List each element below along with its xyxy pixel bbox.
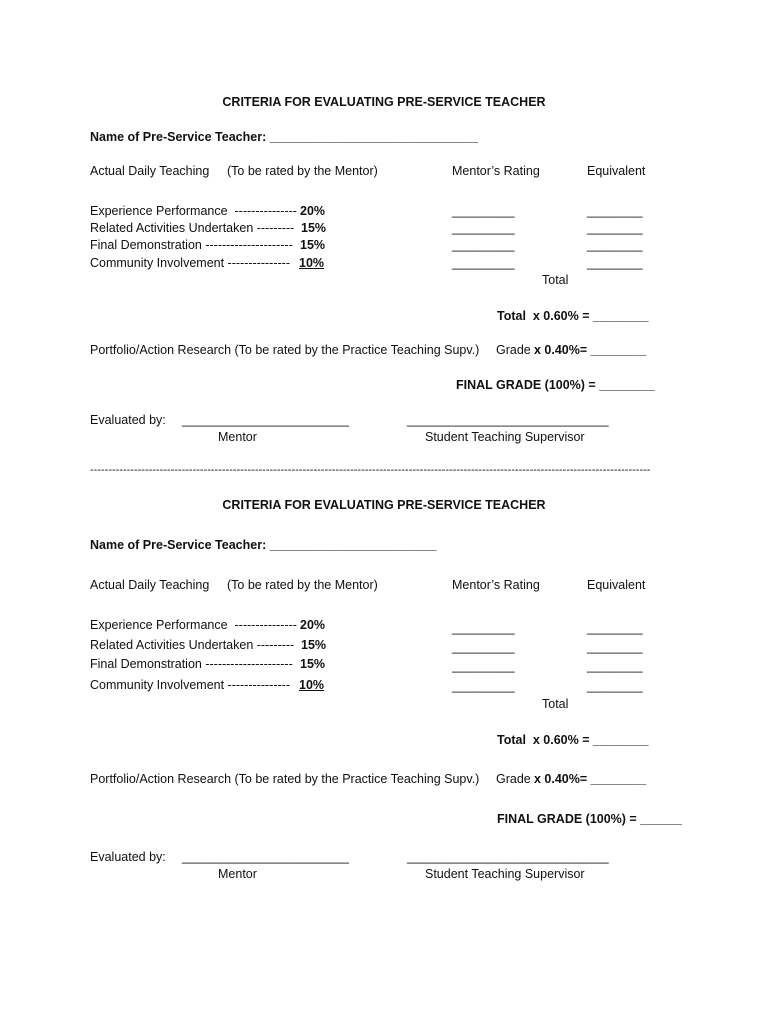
equivalent-header: Equivalent [587,164,646,178]
grade-weight: x 0.40%= ________ [534,343,647,357]
supervisor-signature-line[interactable]: _____________________________ [407,413,609,427]
criterion-weight: 15% [300,238,326,252]
equivalent-blank[interactable]: ________ [587,238,643,252]
grade-weight: x 0.40%= ________ [534,772,647,786]
final-grade: FINAL GRADE (100%) = ______ [497,812,682,826]
cut-line-separator: --------------------------------------------------------------------------------------------------------------------------------------------------------- [90,464,651,476]
criterion-weight: 10% [299,678,325,692]
name-field-label: Name of Pre-Service Teacher: ________________________ [90,538,437,552]
mentor-signature-line[interactable]: ________________________ [182,413,349,427]
criterion-weight: 15% [301,638,327,652]
total-label: Total [542,273,569,287]
supervisor-signature-line[interactable]: _____________________________ [407,850,609,864]
form-title: CRITERIA FOR EVALUATING PRE-SERVICE TEACHER [222,498,546,512]
criterion-label: Related Activities Undertaken --------- [90,221,295,235]
total-times-weight: Total x 0.60% = ________ [497,309,649,323]
evaluated-by-label: Evaluated by: [90,850,166,864]
equivalent-blank[interactable]: ________ [587,640,643,654]
rating-blank[interactable]: _________ [452,204,515,218]
rated-by-mentor-note: (To be rated by the Mentor) [227,164,378,178]
total-times-weight: Total x 0.60% = ________ [497,733,649,747]
actual-daily-teaching-label: Actual Daily Teaching [90,164,210,178]
rating-blank[interactable]: _________ [452,679,515,693]
rating-blank[interactable]: _________ [452,621,515,635]
criterion-label: Related Activities Undertaken --------- [90,638,295,652]
rating-blank[interactable]: _________ [452,221,515,235]
mentors-rating-header: Mentor’s Rating [452,578,540,592]
criterion-weight: 10% [299,256,325,270]
supervisor-label: Student Teaching Supervisor [425,430,585,444]
rated-by-mentor-note: (To be rated by the Mentor) [227,578,378,592]
evaluated-by-label: Evaluated by: [90,413,166,427]
mentor-label: Mentor [218,430,257,444]
mentor-label: Mentor [218,867,257,881]
supervisor-label: Student Teaching Supervisor [425,867,585,881]
total-label: Total [542,697,569,711]
grade-label: Grade [496,772,531,786]
mentors-rating-header: Mentor’s Rating [452,164,540,178]
criterion-weight: 20% [300,204,326,218]
equivalent-blank[interactable]: ________ [587,204,643,218]
equivalent-header: Equivalent [587,578,646,592]
equivalent-blank[interactable]: ________ [587,221,643,235]
criterion-weight: 15% [300,657,326,671]
criterion-label: Community Involvement --------------- [90,678,290,692]
rating-blank[interactable]: _________ [452,256,515,270]
portfolio-label: Portfolio/Action Research (To be rated by the Practice Teaching Supv.) [90,772,480,786]
criterion-label: Experience Performance --------------- [90,204,297,218]
name-field-label: Name of Pre-Service Teacher: ______________________________ [90,130,479,144]
equivalent-blank[interactable]: ________ [587,679,643,693]
equivalent-blank[interactable]: ________ [587,621,643,635]
equivalent-blank[interactable]: ________ [587,256,643,270]
equivalent-blank[interactable]: ________ [587,659,643,673]
actual-daily-teaching-label: Actual Daily Teaching [90,578,210,592]
criterion-label: Final Demonstration --------------------- [90,238,293,252]
form-title: CRITERIA FOR EVALUATING PRE-SERVICE TEACHER [222,95,546,109]
criterion-weight: 15% [301,221,327,235]
criterion-label: Community Involvement --------------- [90,256,290,270]
portfolio-label: Portfolio/Action Research (To be rated by the Practice Teaching Supv.) [90,343,480,357]
rating-blank[interactable]: _________ [452,238,515,252]
rating-blank[interactable]: _________ [452,640,515,654]
criterion-label: Final Demonstration --------------------- [90,657,293,671]
criterion-label: Experience Performance --------------- [90,618,297,632]
mentor-signature-line[interactable]: ________________________ [182,850,349,864]
criterion-weight: 20% [300,618,326,632]
grade-label: Grade [496,343,531,357]
final-grade: FINAL GRADE (100%) = ________ [456,378,655,392]
rating-blank[interactable]: _________ [452,659,515,673]
